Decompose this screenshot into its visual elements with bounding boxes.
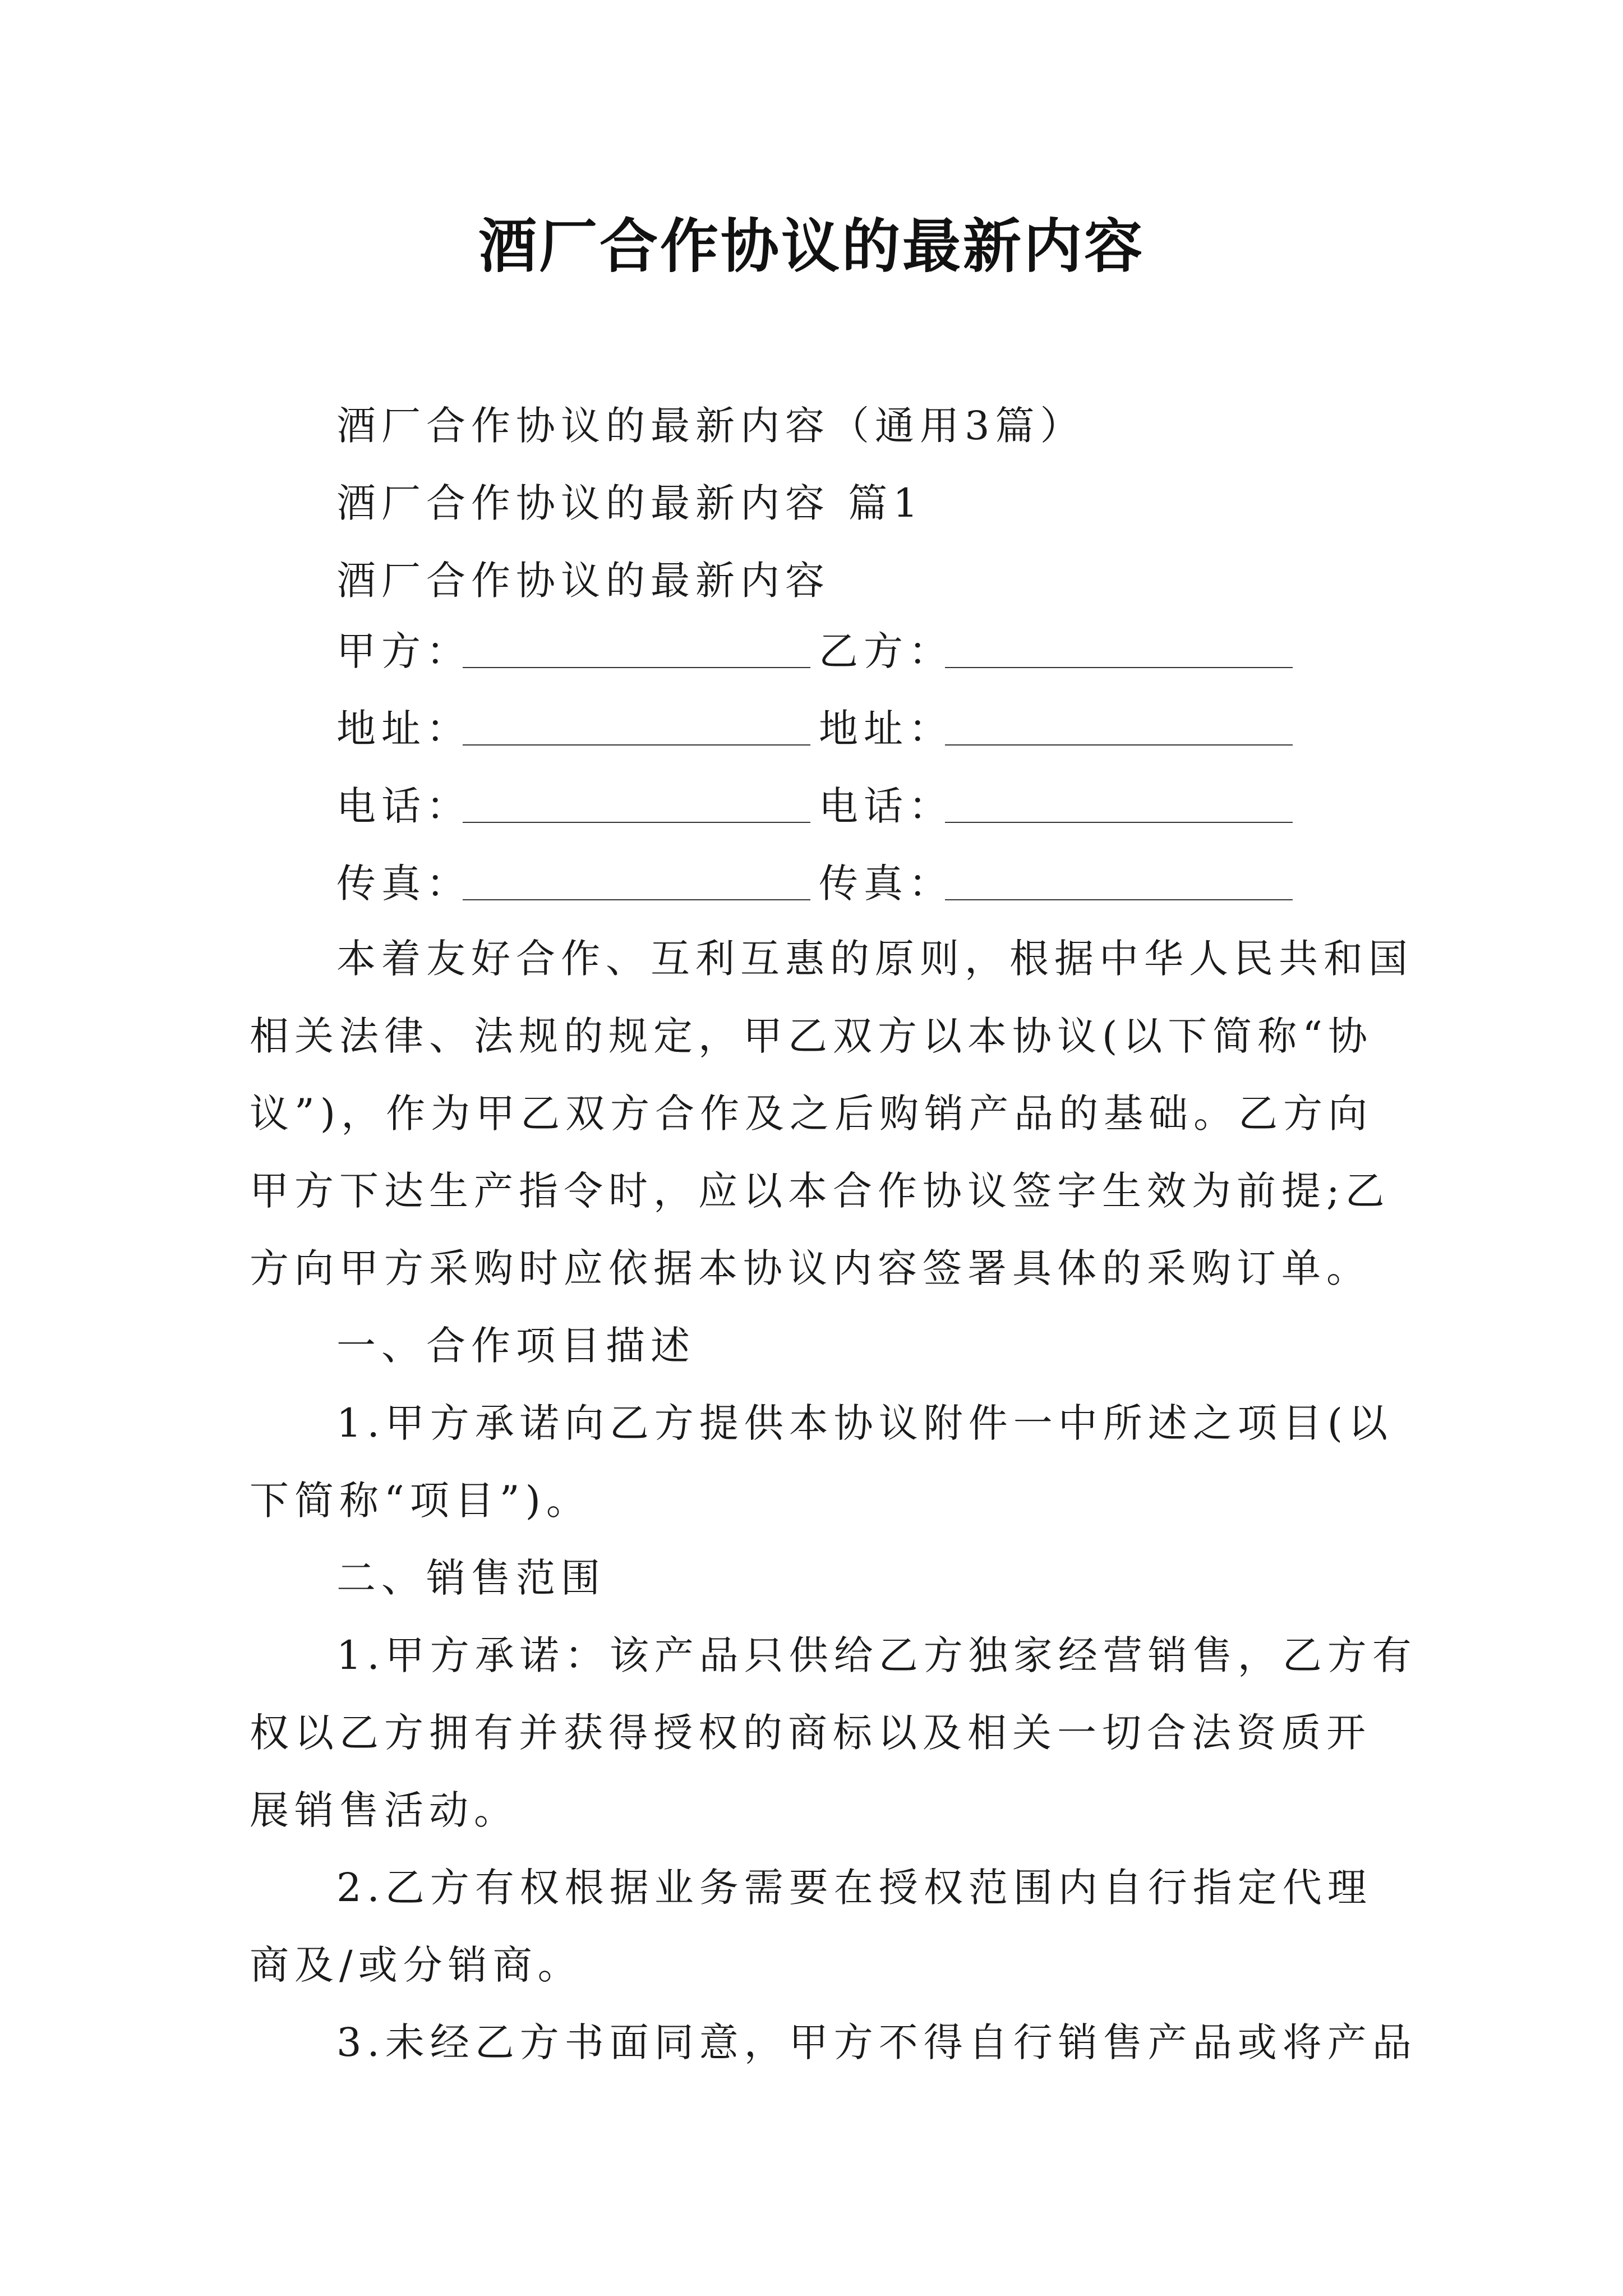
body-line: 本着友好合作、互利互惠的原则，根据中华人民共和国 (336, 936, 1413, 982)
field-blank-party-b (945, 667, 1293, 668)
field-blank-address-a (463, 744, 810, 746)
body-line: 议”)，作为甲乙双方合作及之后购销产品的基础。乙方向 (250, 1091, 1373, 1137)
body-line: 1.甲方承诺向乙方提供本协议附件一中所述之项目(以 (336, 1400, 1394, 1446)
body-line: 3.未经乙方书面同意，甲方不得自行销售产品或将产品 (336, 2019, 1417, 2065)
subtitle-line: 酒厂合作协议的最新内容 (336, 558, 830, 604)
subtitle-line: 酒厂合作协议的最新内容（通用3篇） (336, 403, 1085, 449)
document-title: 酒厂合作协议的最新内容 (478, 212, 1145, 280)
body-line: 商及/或分销商。 (250, 1942, 583, 1988)
field-label-phone-b: 电话： (819, 783, 953, 829)
body-line: 权以乙方拥有并获得授权的商标以及相关一切合法资质开 (250, 1710, 1371, 1756)
field-blank-fax-b (945, 899, 1293, 900)
field-label-phone-a: 电话： (336, 783, 471, 829)
body-line: 相关法律、法规的规定，甲乙双方以本协议(以下简称“协 (250, 1013, 1373, 1059)
field-label-party-b: 乙方： (819, 628, 953, 674)
subtitle-line: 酒厂合作协议的最新内容 篇1 (336, 480, 924, 526)
field-label-address-b: 地址： (819, 706, 953, 752)
field-blank-party-a (463, 667, 810, 668)
field-blank-phone-b (945, 822, 1293, 823)
field-label-fax-b: 传真： (819, 861, 953, 907)
field-blank-address-b (945, 744, 1293, 746)
body-line: 展销售活动。 (250, 1787, 519, 1833)
body-line: 下简称“项目”)。 (250, 1478, 591, 1524)
field-blank-fax-a (463, 899, 810, 900)
body-line: 2.乙方有权根据业务需要在授权范围内自行指定代理 (336, 1865, 1372, 1911)
body-line: 1.甲方承诺：该产品只供给乙方独家经营销售，乙方有 (336, 1632, 1417, 1678)
section-heading: 一、合作项目描述 (336, 1323, 695, 1369)
field-blank-phone-a (463, 822, 810, 823)
body-line: 甲方下达生产指令时，应以本合作协议签字生效为前提;乙 (250, 1168, 1390, 1214)
section-heading: 二、销售范围 (336, 1555, 606, 1601)
field-label-address-a: 地址： (336, 706, 471, 752)
body-line: 方向甲方采购时应依据本协议内容签署具体的采购订单。 (250, 1245, 1371, 1291)
field-label-fax-a: 传真： (336, 861, 471, 907)
field-label-party-a: 甲方： (336, 628, 471, 674)
